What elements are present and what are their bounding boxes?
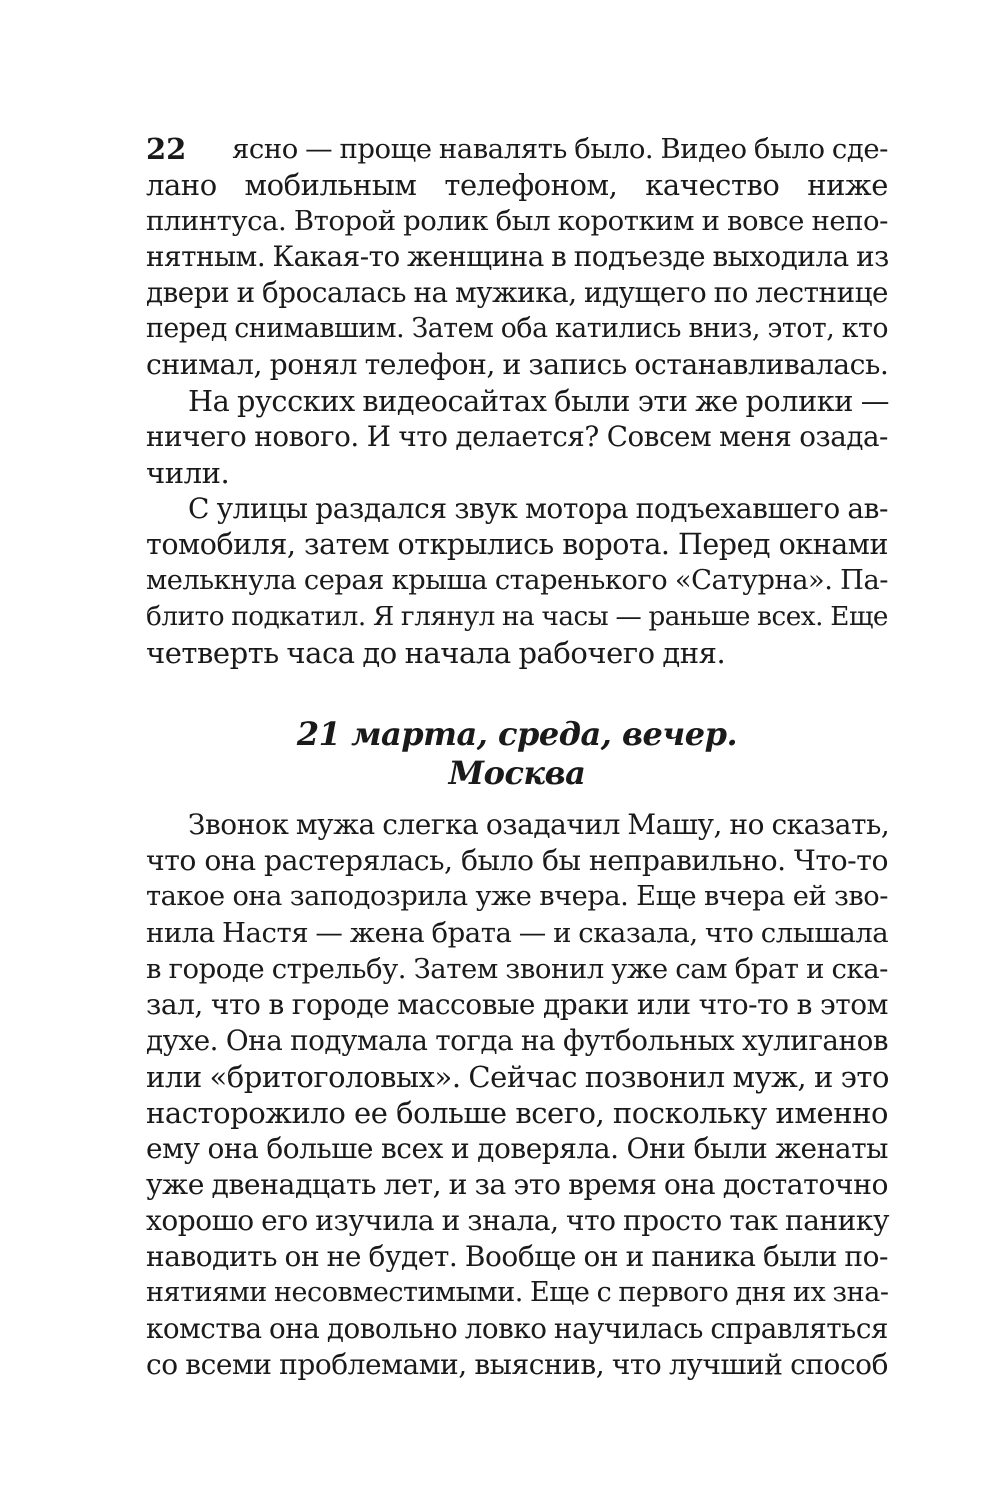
text-line: зал, что в городе массовые драки или что-то в этом	[146, 988, 888, 1021]
text-line: снимал, ронял телефон, и запись останавливалась.	[146, 348, 889, 381]
text-line: На русских видеосайтах были эти же ролики —	[188, 384, 890, 418]
text-line: наводить он не будет. Вообще он и паника были по-	[146, 1240, 888, 1273]
text-line: томобиля, затем открылись ворота. Перед окнами	[146, 528, 888, 561]
section-heading-city: Москва	[448, 754, 586, 792]
text-line: блито подкатил. Я глянул на часы — раньше всех. Еще	[146, 602, 888, 632]
text-line: или «бритоголовых». Сейчас позвонил муж, и это	[146, 1060, 889, 1094]
text-line: двери и бросалась на мужика, идущего по лестнице	[146, 276, 888, 309]
text-line: уже двенадцать лет, и за это время она достаточно	[146, 1168, 889, 1201]
text-line: такое она заподозрила уже вчера. Еще вчера ей зво-	[146, 881, 888, 912]
text-line: в городе стрельбу. Затем звонил уже сам брат и ска-	[146, 953, 888, 985]
text-line: ясно — проще навалять было. Видео было сде-	[232, 133, 888, 165]
text-line: хорошо его изучила и знала, что просто так панику	[146, 1204, 889, 1237]
text-line: комства она довольно ловко научилась справляться	[146, 1312, 888, 1345]
text-line: мелькнула серая крыша старенького «Сатурна». Па-	[146, 565, 888, 596]
text-line: чили.	[146, 456, 230, 490]
text-line: ничего нового. И что делается? Совсем меня озада-	[146, 420, 888, 453]
text-line: нятным. Какая-то женщина в подъезде выходила из	[146, 240, 889, 273]
text-line: лано мобильным телефоном, качество ниже	[146, 168, 888, 202]
text-line: плинтуса. Второй ролик был коротким и вовсе непо-	[146, 205, 888, 237]
text-line: духе. Она подумала тогда на футбольных хулиганов	[146, 1024, 888, 1057]
text-line: четверть часа до начала рабочего дня.	[146, 636, 726, 670]
text-line: что она растерялась, было бы неправильно. Что-то	[146, 844, 888, 877]
text-line: насторожило ее больше всего, поскольку именно	[146, 1096, 888, 1130]
text-line: со всеми проблемами, выяснив, что лучший способ	[146, 1348, 888, 1381]
text-line: нятиями несовместимыми. Еще с первого дня их зна-	[146, 1277, 889, 1308]
text-line: Звонок мужа слегка озадачил Машу, но сказать,	[188, 808, 890, 841]
text-line: С улицы раздался звук мотора подъехавшего ав-	[188, 492, 888, 525]
text-line: ему она больше всех и доверяла. Они были женаты	[146, 1132, 888, 1165]
page-number: 22	[146, 132, 187, 166]
text-line: нила Настя — жена брата — и сказала, что слышала	[146, 917, 889, 949]
section-heading-date: 21 марта, среда, вечер.	[296, 715, 738, 753]
text-line: перед снимавшим. Затем оба катились вниз, этот, кто	[146, 313, 888, 344]
